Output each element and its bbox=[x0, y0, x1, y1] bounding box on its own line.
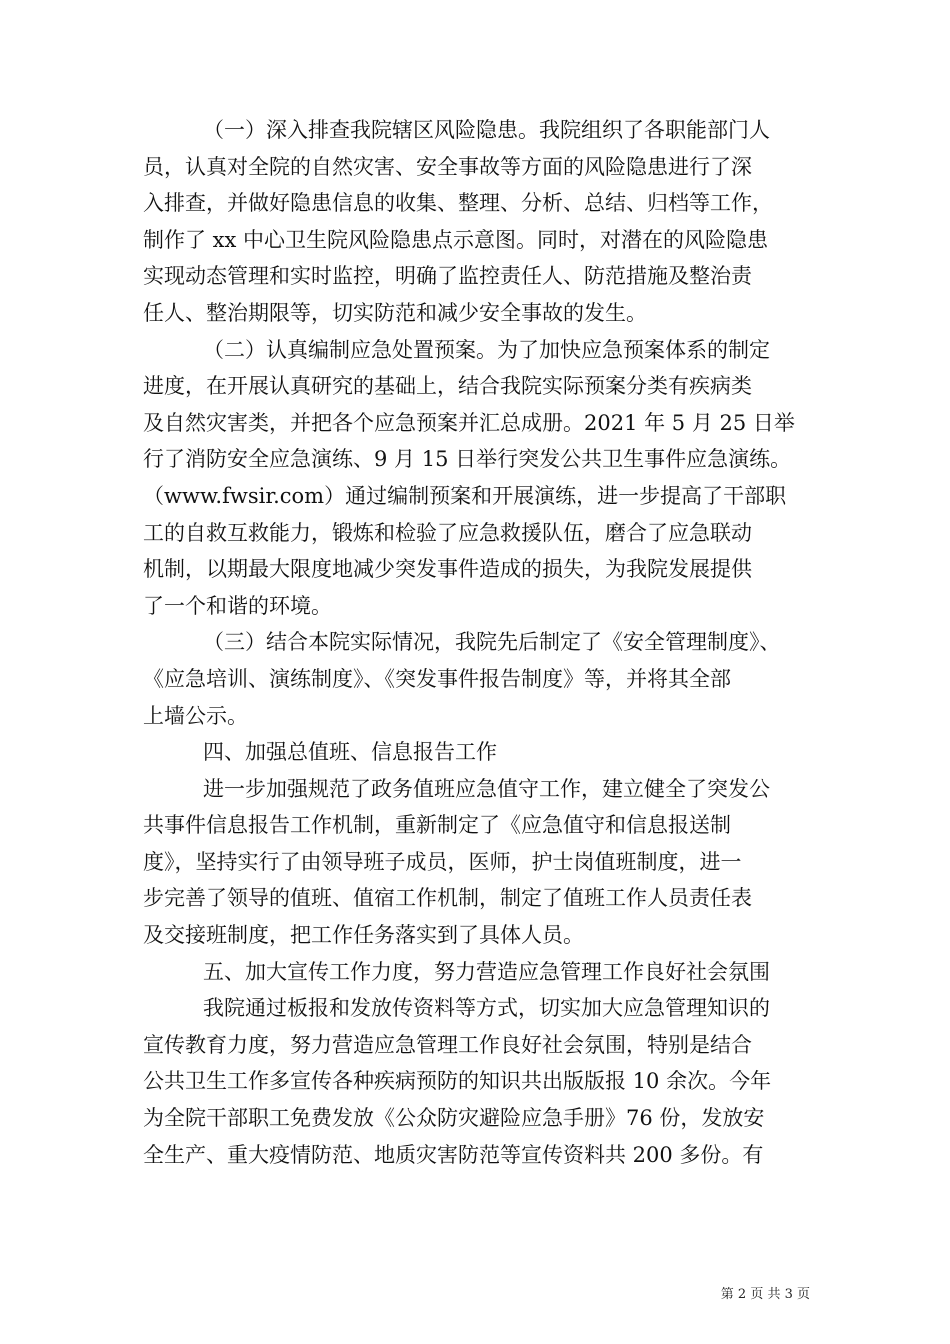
paragraph-line: 了一个和谐的环境。 bbox=[143, 593, 332, 618]
paragraph-line: 步完善了领导的值班、值宿工作机制，制定了值班工作人员责任表 bbox=[143, 886, 752, 911]
page-number: 第 2 页 共 3 页 bbox=[720, 1287, 810, 1302]
paragraph-line: 上墙公示。 bbox=[143, 703, 248, 728]
paragraph-line: 入排查，并做好隐患信息的收集、整理、分析、总结、归档等工作， bbox=[143, 191, 773, 216]
paragraph-line: 员，认真对全院的自然灾害、安全事故等方面的风险隐患进行了深 bbox=[143, 154, 752, 179]
paragraph-line: 制作了 xx 中心卫生院风险隐患点示意图。同时，对潜在的风险隐患 bbox=[143, 227, 769, 252]
paragraph-first-line: 我院通过板报和发放传资料等方式，切实加大应急管理知识的 bbox=[203, 996, 770, 1021]
paragraph-line: 任人、整治期限等，切实防范和减少安全事故的发生。 bbox=[143, 300, 647, 325]
paragraph-line: 机制，以期最大限度地减少突发事件造成的损失，为我院发展提供 bbox=[143, 557, 752, 582]
paragraph-first-line: 五、加大宣传工作力度，努力营造应急管理工作良好社会氛围 bbox=[203, 959, 770, 984]
paragraph-first-line: 四、加强总值班、信息报告工作 bbox=[203, 740, 497, 765]
paragraph-line: 及自然灾害类，并把各个应急预案并汇总成册。2021 年 5 月 25 日举 bbox=[143, 410, 795, 435]
paragraph-line: 行了消防安全应急演练、9 月 15 日举行突发公共卫生事件应急演练。 bbox=[143, 447, 792, 472]
paragraph-first-line: （三）结合本院实际情况，我院先后制定了《安全管理制度》、 bbox=[203, 630, 781, 655]
paragraph-line: 公共卫生工作多宣传各种疾病预防的知识共出版版报 10 余次。今年 bbox=[143, 1069, 772, 1094]
paragraph-first-line: 进一步加强规范了政务值班应急值守工作，建立健全了突发公 bbox=[203, 776, 770, 801]
paragraph-line: 共事件信息报告工作机制，重新制定了《应急值守和信息报送制 bbox=[143, 813, 731, 838]
paragraph-line: 及交接班制度，把工作任务落实到了具体人员。 bbox=[143, 923, 584, 948]
paragraph-first-line: （一）深入排查我院辖区风险隐患。我院组织了各职能部门人 bbox=[203, 118, 770, 142]
paragraph-line: 《应急培训、演练制度》、《突发事件报告制度》等，并将其全部 bbox=[143, 666, 731, 691]
document-body bbox=[143, 112, 810, 1173]
paragraph-line: 工的自救互救能力，锻炼和检验了应急救援队伍，磨合了应急联动 bbox=[143, 520, 752, 545]
paragraph-line: 度》，坚持实行了由领导班子成员，医师，护士岗值班制度，进一 bbox=[143, 849, 742, 874]
paragraph-line: 宣传教育力度，努力营造应急管理工作良好社会氛围，特别是结合 bbox=[143, 1032, 752, 1057]
paragraph-line: 为全院干部职工免费发放《公众防灾避险应急手册》76 份，发放安 bbox=[143, 1106, 765, 1131]
paragraph-line: 全生产、重大疫情防范、地质灾害防范等宣传资料共 200 多份。有 bbox=[143, 1142, 764, 1167]
paragraph-first-line: （二）认真编制应急处置预案。为了加快应急预案体系的制定 bbox=[203, 337, 770, 362]
paragraph-line: 进度，在开展认真研究的基础上，结合我院实际预案分类有疾病类 bbox=[143, 374, 752, 399]
paragraph-line: 实现动态管理和实时监控，明确了监控责任人、防范措施及整治责 bbox=[143, 264, 752, 289]
paragraph-line: （www.fwsir.com）通过编制预案和开展演练，进一步提高了干部职 bbox=[143, 483, 787, 508]
